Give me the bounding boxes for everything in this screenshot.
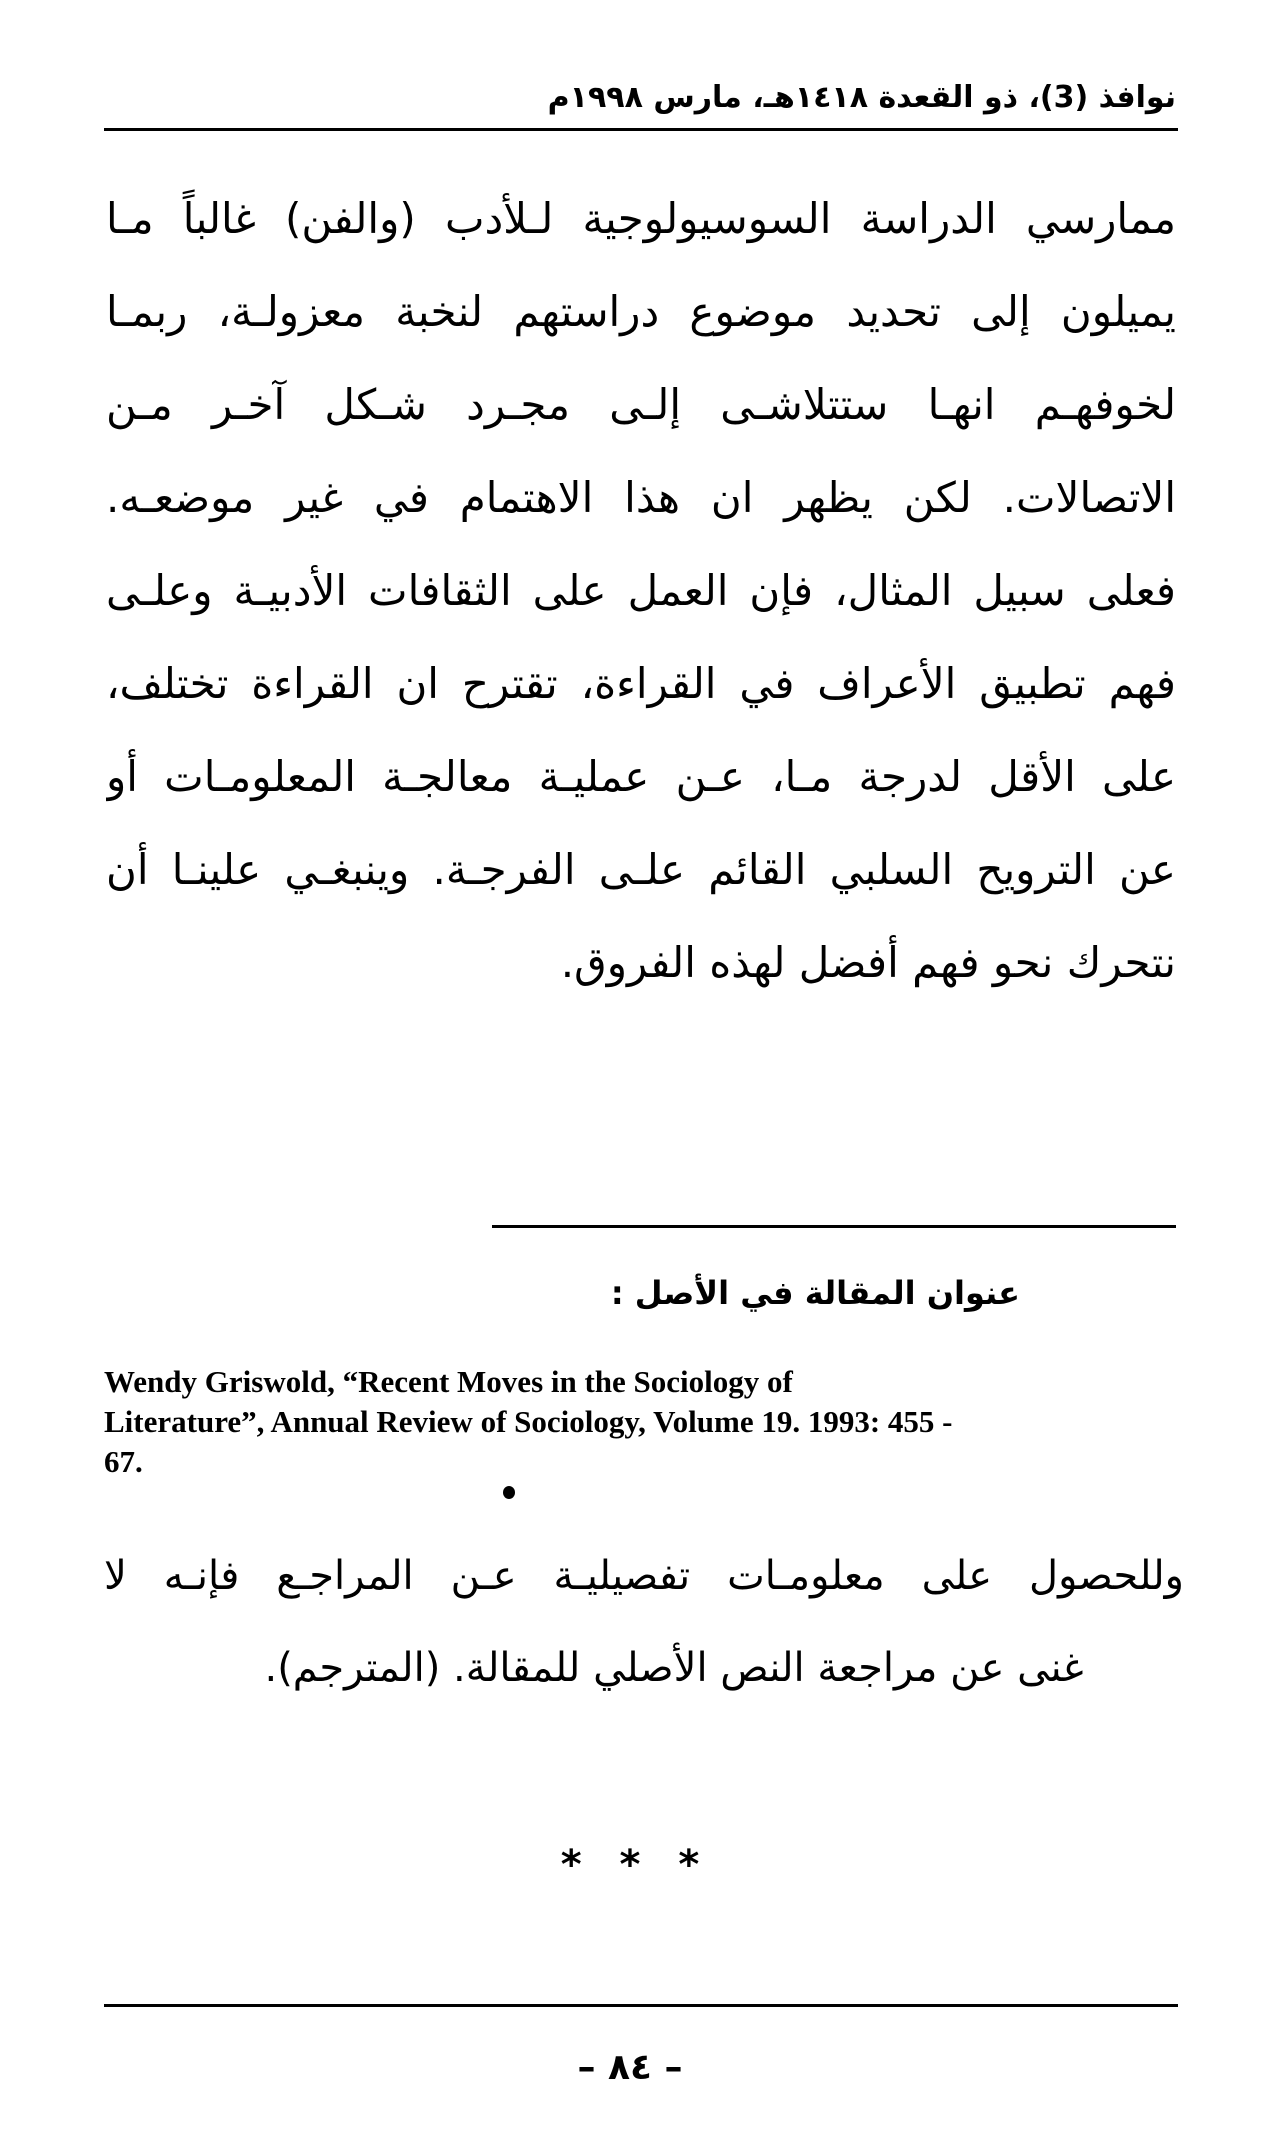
- original-title-heading: عنوان المقالة في الأصل :: [610, 1274, 1020, 1312]
- citation-line: Wendy Griswold, “Recent Moves in the Sociology of: [104, 1364, 793, 1399]
- body-paragraph: [106, 172, 1176, 1009]
- body-line: فهم تطبيق الأعراف في القراءة، تقترح ان القراءة تختلف،: [106, 659, 1176, 708]
- body-line: نتحرك نحو فهم أفضل لهذه الفروق.: [560, 938, 1176, 987]
- running-header: نوافذ (3)، ذو القعدة ١٤١٨هـ، مارس ١٩٩٨م: [547, 80, 1176, 115]
- page-number: – ٨٤ –: [577, 2047, 683, 2088]
- note-rule: [492, 1225, 1176, 1228]
- translator-note: [104, 1530, 1184, 1714]
- body-line: ممارسي الدراسة السوسيولوجية لـلأدب (والفن) غالباً مـا: [106, 194, 1176, 243]
- citation-line: Literature”, Annual Review of Sociology, Volume 19. 1993: 455 -: [104, 1404, 953, 1439]
- body-line: عن الترويح السلبي القائم علـى الفرجـة. وينبغـي علينـا أن: [106, 845, 1176, 894]
- body-line: لخوفهـم انهـا ستتلاشـى إلـى مجـرد شـكل آخـر مـن: [106, 380, 1176, 429]
- citation: [104, 1362, 1194, 1482]
- body-line: الاتصالات. لكن يظهر ان هذا الاهتمام في غير موضعـه.: [106, 473, 1176, 522]
- section-separator: * * *: [560, 1842, 700, 1888]
- body-line: يميلون إلى تحديد موضوع دراستهم لنخبة معزولـة، ربمـا: [106, 287, 1176, 336]
- body-line: فعلى سبيل المثال، فإن العمل على الثقافات الأدبيـة وعلـى: [106, 566, 1176, 615]
- header-rule: [104, 128, 1178, 131]
- body-line: على الأقل لدرجة مـا، عـن عمليـة معالجـة المعلومـات أو: [106, 752, 1176, 801]
- bullet-dot: [503, 1486, 515, 1499]
- footer-rule: [104, 2004, 1178, 2007]
- translator-note-line: وللحصول على معلومـات تفصيليـة عـن المراجـع فإنـه لا: [104, 1553, 1184, 1599]
- translator-note-line: غنى عن مراجعة النص الأصلي للمقالة. (المترجم).: [264, 1645, 1084, 1691]
- citation-line: 67.: [104, 1444, 143, 1479]
